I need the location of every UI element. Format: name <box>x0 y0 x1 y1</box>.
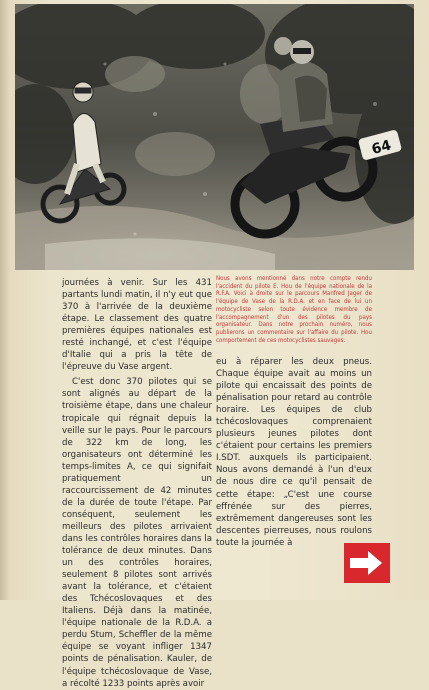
next-page-arrow-button[interactable] <box>344 543 390 583</box>
left-paragraph-1: journées à venir. Sur les 431 partants lundi matin, il n'y eut que 370 à l'arrivée de la deuxième étape. Le classement des quatre premières équipes nationales est resté inchangé, et c'est l'équipe d'Italie qui a pris la tête de l'épreuve du Vase argent. <box>62 278 212 373</box>
left-text-column <box>62 277 212 690</box>
motorcycle-photo <box>15 4 414 270</box>
photo-illustration <box>15 4 414 270</box>
page-fold-shadow <box>0 0 10 600</box>
left-paragraph-2: C'est donc 370 pilotes qui se sont alignés au départ de la troisième étape, dans une chaleur tropicale qui régnait depuis la veille sur le pays. Pour le parcours de 322 km de long, les organisateurs ont déterminé les temps-limites A, ce qui signifait pratiquement un raccourcissement de 42 minutes de la durée de toute l'étape. Par conséquent, seulement les meilleurs des pilotes arrivaient dans les contrôles horaires dans la tolérance de deux minutes. Dans un des contrôles horaires, seulement 8 pilotes sont arrivés avant la tolérance, et c'étaient des Tchécoslovaques et des Italiens. Déjà dans la matinée, l'équipe nationale de la R.D.A. a perdu Stum, Scheffler de la même équipe se voyant infliger 1347 points de pénalisation. Kauler, de l'équipe tchécoslovaque de Vase, a récolté 1233 points après avoir <box>62 377 212 689</box>
right-paragraph-1: eu à réparer les deux pneus. Chaque équipe avait au moins un pilote qui encaissait des points de pénalisation pour retard au contrôle horaire. Les équipes de club tchécoslovaques comprenaient plusieurs jeunes pilotes dont c'étaient pour certains les premiers I.SDT. auxquels ils participaient. Nous avons demandé à l'un d'eux de nous dire ce qu'il pensait de cette étape: „C'est une course effrénée sur des pierres, extrêmement dangereuses sont les descentes pierreuses, nous roulons toute la journée à <box>216 357 372 548</box>
right-text-column <box>216 356 372 549</box>
plate-number: 64 <box>370 137 393 158</box>
arrow-right-icon <box>344 543 390 583</box>
photo-caption: Nous avons mentionné dans notre compte rendu l'accident du pilote E. Hou de l'équipe nationale de la R.F.A. Voici à droite sur le parcours Manfred Jager de l'équipe de Vase de la R.D.A. et en face de lui un motocycliste selon toute évidence membre de l'accompagnement d'un des pilotes du pays organisateur. Dans notre prochain numéro, nous publierons un commentaire sur l'affaire du pilote. Hou comportement de ces motocyclistes sauvages. <box>216 275 372 344</box>
